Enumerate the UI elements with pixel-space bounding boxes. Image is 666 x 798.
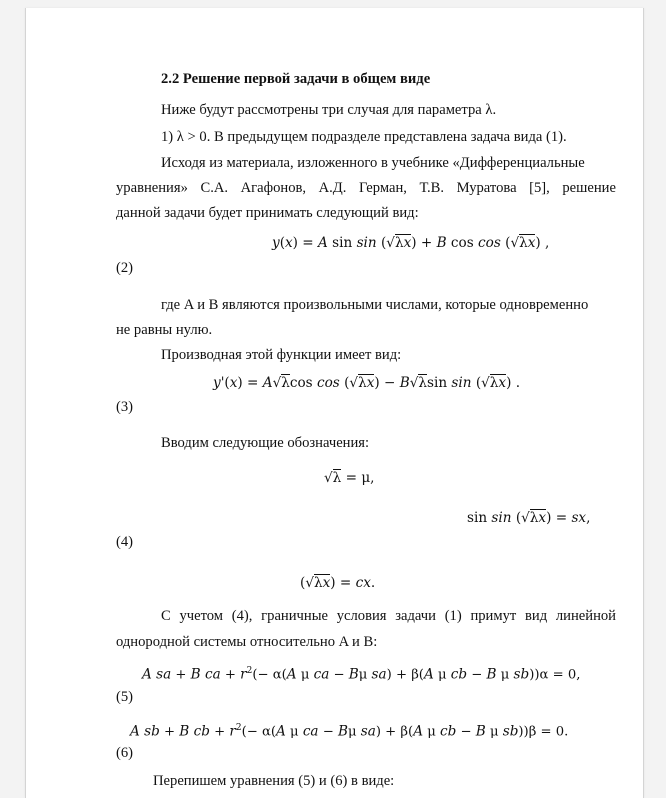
word: Т.В.: [419, 180, 444, 196]
case-1-line: 1) λ > 0. В предыдущем подразделе представлена задача вида (1).: [161, 129, 567, 145]
word: задачи: [395, 608, 436, 624]
word: условия: [336, 608, 387, 624]
equation-4-number: (4): [116, 534, 134, 550]
equation-2-number: (2): [116, 260, 134, 276]
derivative-intro: Производная этой функции имеет вид:: [161, 347, 402, 363]
boundary-line-2: однородной системы относительно A и B:: [116, 634, 378, 650]
document-page: [25, 8, 644, 798]
word: С.А.: [200, 180, 229, 196]
equation-3-number: (3): [116, 399, 134, 415]
word: уравнения»: [116, 180, 188, 196]
notation-sx: sin sin (√λx) = sx,: [467, 510, 591, 526]
equation-6-number: (6): [116, 745, 134, 761]
word: А.Д.: [318, 180, 347, 196]
source-line-2: [116, 179, 616, 197]
notation-intro: Вводим следующие обозначения:: [161, 435, 370, 451]
word: [5],: [529, 180, 550, 196]
word: Агафонов,: [240, 180, 307, 196]
word: (1): [444, 608, 462, 624]
word: Герман,: [358, 180, 407, 196]
rewrite-line: Перепишем уравнения (5) и (6) в виде:: [153, 773, 395, 789]
word: линейной: [555, 608, 616, 624]
word: примут: [470, 608, 517, 624]
intro-paragraph: Ниже будут рассмотрены три случая для параметра λ.: [161, 102, 497, 118]
word: вид: [525, 608, 548, 624]
source-line-3: данной задачи будет принимать следующий вид:: [116, 205, 419, 221]
equation-5-number: (5): [116, 689, 134, 705]
equation-6: A sb + B cb + $r^2(- \alpha(A$ μ ca − Bμ sa) + β(A μ cb − B μ sb))β = 0.: [130, 723, 569, 740]
word: учетом: [179, 608, 224, 624]
boundary-line-1: [161, 607, 616, 625]
where-line-1: где A и B являются произвольными числами, которые одновременно: [161, 297, 589, 313]
equation-2: y(x) = A sin sin (√λx) + B cos cos (√λx) ,: [272, 235, 550, 251]
word: граничные: [261, 608, 328, 624]
equation-5: A sa + B ca + $r^2(- \alpha(A$ μ ca − Bμ sa) + β(A μ cb − B μ sb))α = 0,: [142, 666, 581, 683]
equation-3: y'(x) = A√λcos cos (√λx) − B√λsin sin (√λx) .: [213, 375, 521, 391]
notation-mu: √λ = μ,: [324, 470, 375, 486]
section-heading: 2.2 Решение первой задачи в общем виде: [161, 71, 431, 87]
notation-cx: (√λx) = cx.: [300, 575, 376, 591]
word: С: [161, 608, 171, 624]
source-line-1: Исходя из материала, изложенного в учебнике «Дифференциальные: [161, 155, 585, 171]
where-line-2: не равны нулю.: [116, 322, 213, 338]
word: Муратова: [456, 180, 517, 196]
word: (4),: [231, 608, 253, 624]
word: решение: [562, 180, 616, 196]
